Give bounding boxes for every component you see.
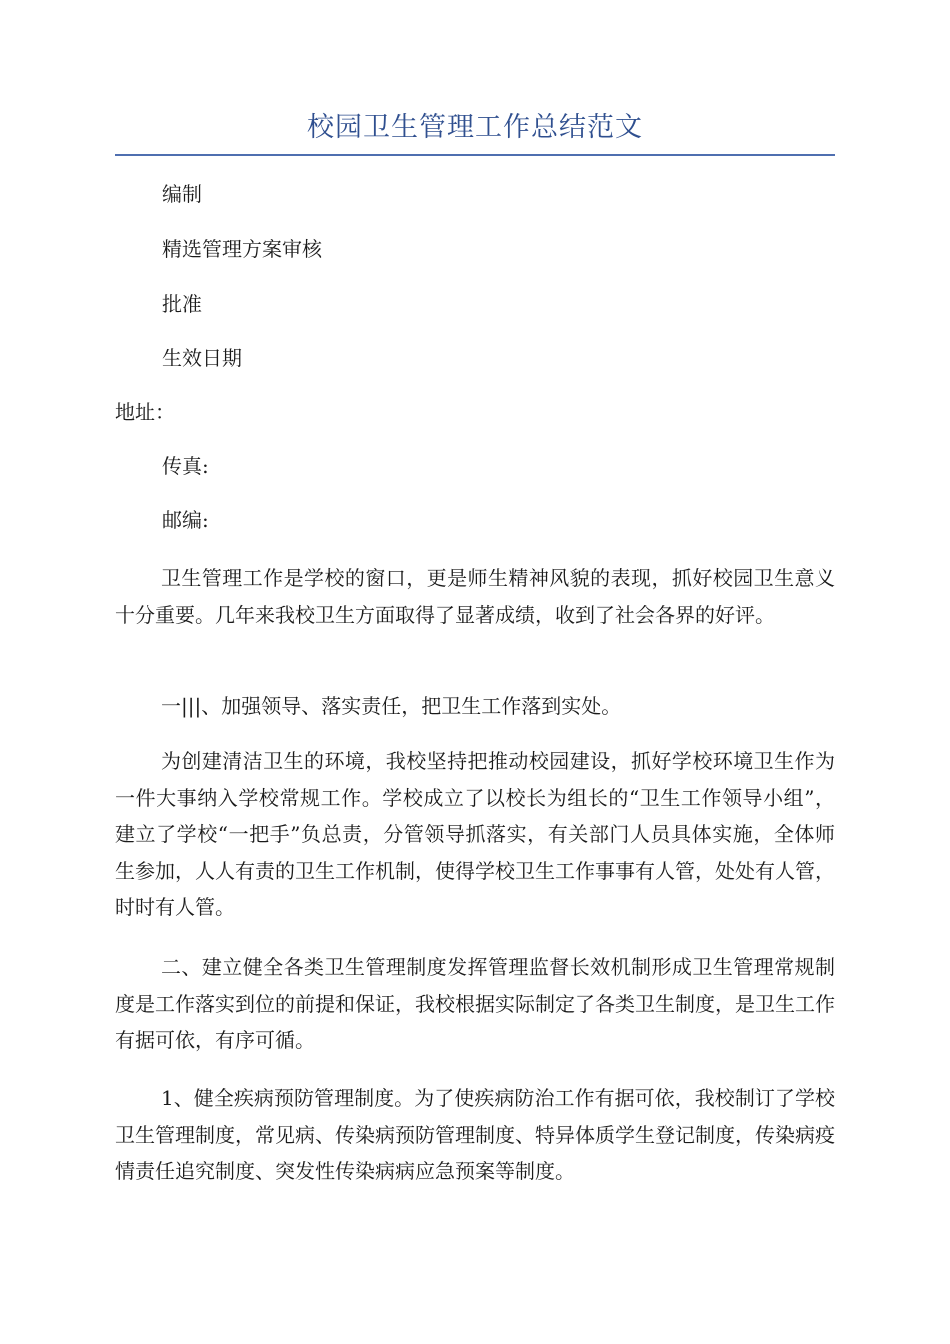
- meta-fax: 传真:: [162, 454, 209, 478]
- meta-postcode: 邮编:: [162, 508, 209, 532]
- paragraph-section-2: 二、建立健全各类卫生管理制度发挥管理监督长效机制形成卫生管理常规制度是工作落实到位的前提和保证，我校根据实际制定了各类卫生制度，是卫生工作有据可依，有序可循。: [115, 955, 835, 1052]
- meta-compile: 编制: [162, 182, 202, 206]
- paragraph-item-1: 1、健全疾病预防管理制度。为了使疾病防治工作有据可依，我校制订了学校卫生管理制度，常见病、传染病预防管理制度、特异体质学生登记制度，传染病疫情责任追究制度、突发性传染病病应急预案等制度。: [115, 1086, 835, 1183]
- meta-approve: 批准: [162, 292, 202, 316]
- meta-review: 精选管理方案审核: [162, 237, 322, 261]
- meta-address: 地址：: [115, 400, 175, 424]
- document-title: 校园卫生管理工作总结范文: [307, 112, 643, 143]
- meta-effective-date: 生效日期: [162, 346, 242, 370]
- paragraph-section-1-body: 为创建清洁卫生的环境，我校坚持把推动校园建设，抓好学校环境卫生作为一件大事纳入学校常规工作。学校成立了以校长为组长的“卫生工作领导小组”，建立了学校“一把手”负总责，分管领导抓落实，有关部门人员具体实施，全体师生参加，人人有责的卫生工作机制，使得学校卫生工作事事有人管，处处有人管，时时有人管。: [115, 749, 835, 919]
- paragraph-section-1-heading: 一|||、加强领导、落实责任，把卫生工作落到实处。: [161, 694, 622, 718]
- title-underline: [115, 154, 835, 156]
- paragraph-intro: 卫生管理工作是学校的窗口，更是师生精神风貌的表现，抓好校园卫生意义十分重要。几年来我校卫生方面取得了显著成绩，收到了社会各界的好评。: [115, 566, 835, 627]
